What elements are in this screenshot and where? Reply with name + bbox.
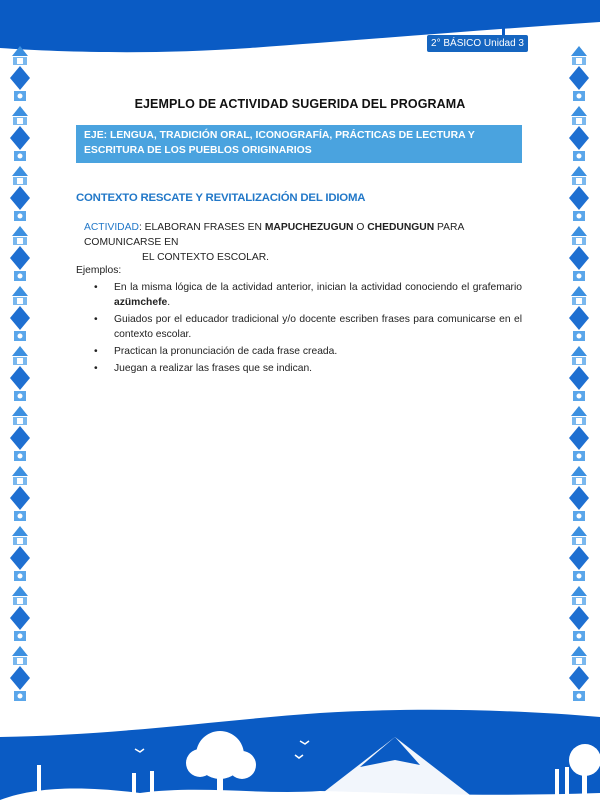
activity-language-1: MAPUCHEZUGUN xyxy=(264,222,354,233)
bottom-landscape-banner xyxy=(0,705,600,800)
activity-label: ACTIVIDAD xyxy=(84,222,139,233)
list-item xyxy=(92,280,522,310)
activity-text: : ELABORAN FRASES EN xyxy=(138,222,265,233)
activity-language-2: CHEDUNGUN xyxy=(367,222,435,233)
item-text: Practican la pronunciación de cada frase creada. xyxy=(114,346,338,357)
activity-description xyxy=(84,220,524,265)
activity-text: O xyxy=(353,222,368,233)
item-text: Juegan a realizar las frases que se indican. xyxy=(114,363,313,374)
item-bold-term: azümchefe xyxy=(114,297,168,308)
list-item xyxy=(92,344,522,359)
list-item xyxy=(92,312,522,342)
axis-banner: EJE: LENGUA, TRADICIÓN ORAL, ICONOGRAFÍA, PRÁCTICAS DE LECTURA Y ESCRITURA DE LOS PUEBLOS ORIGINARIOS xyxy=(76,125,522,163)
examples-list xyxy=(92,280,522,378)
section-heading: CONTEXTO RESCATE Y REVITALIZACIÓN DEL IDIOMA xyxy=(76,192,366,204)
right-pattern-border-icon xyxy=(567,44,591,704)
item-suffix: . xyxy=(167,297,171,308)
item-text: Guiados por el educador tradicional y/o docente escriben frases para comunicarse en el contexto escolar. xyxy=(114,314,522,340)
left-pattern-border-icon xyxy=(8,44,32,704)
item-text: En la misma lógica de la actividad anterior, inician la actividad conociendo el grafemario xyxy=(114,282,522,293)
examples-label: Ejemplos: xyxy=(76,265,122,276)
list-item xyxy=(92,361,522,376)
activity-line-2: EL CONTEXTO ESCOLAR. xyxy=(142,252,270,263)
grade-unit-badge: 2° BÁSICO Unidad 3 xyxy=(427,35,528,52)
page-title: EJEMPLO DE ACTIVIDAD SUGERIDA DEL PROGRAMA xyxy=(134,97,466,111)
activity-text: PARA COMUNICARSE EN xyxy=(84,222,464,248)
